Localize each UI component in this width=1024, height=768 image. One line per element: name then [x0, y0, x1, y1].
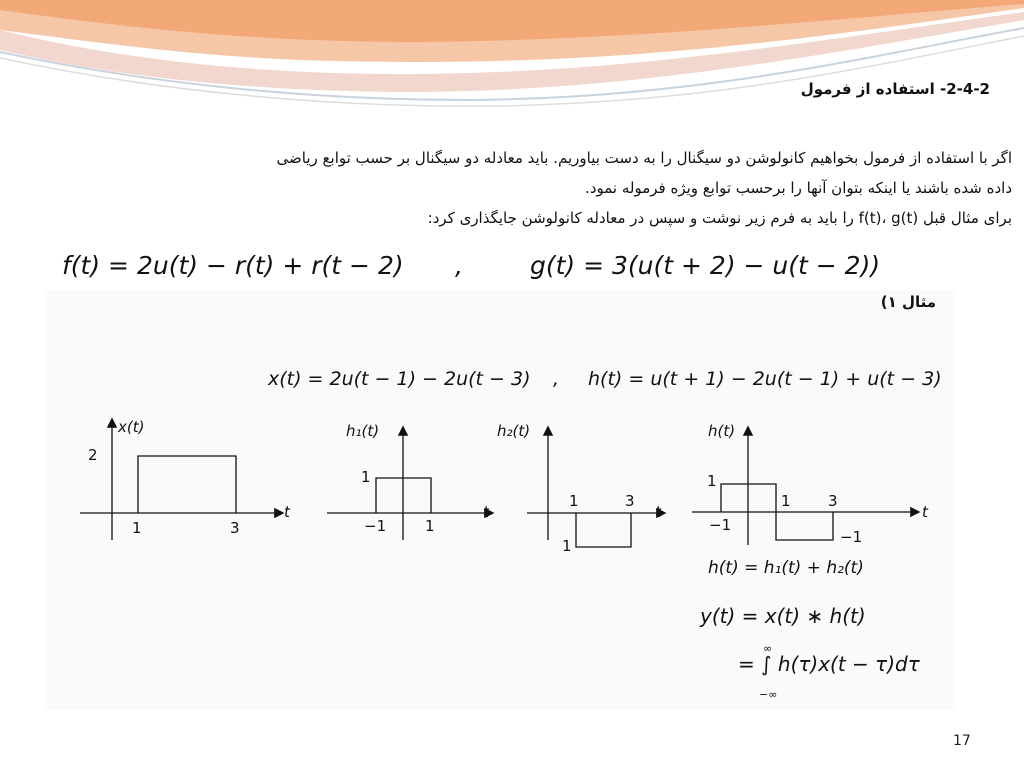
- paragraph-line-2: داده شده باشند یا اینکه بتوان آنها را برحسب توابع ویژه فرموله نمود.: [585, 179, 1012, 197]
- plot-h2-axis-t: t: [655, 503, 661, 521]
- plot-h-tick-3: 3: [828, 492, 838, 510]
- plot-h1-tick-1: 1: [425, 517, 435, 535]
- slide-number: 17: [953, 733, 971, 749]
- plot-h2-waveform: [576, 513, 631, 547]
- integral-lower-limit: −∞: [759, 688, 778, 701]
- equation-separator: ,: [455, 251, 463, 280]
- plot-h1-level-label: 1: [361, 468, 371, 486]
- plot-h-level-pos: 1: [707, 472, 717, 490]
- plot-h-ylabel: h(t): [708, 422, 736, 440]
- integral-upper-limit: ∞: [763, 642, 773, 655]
- equation-convolution-integral: = ∫ h(τ)x(t − τ)dτ: [738, 652, 920, 676]
- slide-title: 2-4-2- استفاده از فرمول: [800, 80, 990, 98]
- plot-x-tick-3: 3: [230, 519, 240, 537]
- plot-x-axis-t: t: [284, 503, 290, 521]
- equation-x: x(t) = 2u(t − 1) − 2u(t − 3): [268, 368, 531, 390]
- plot-h2-tick-3: 3: [625, 492, 635, 510]
- plot-x-ylabel: x(t): [118, 418, 145, 436]
- equation-h-sum: h(t) = h₁(t) + h₂(t): [708, 558, 864, 578]
- plot-x-tick-1: 1: [132, 519, 142, 537]
- paragraph-line-3: برای مثال قبل f(t)، g(t) را باید به فرم زیر نوشت و سپس در معادله کانولوشن جایگذاری کرد:: [427, 209, 1012, 227]
- equation-separator-2: ,: [553, 368, 560, 390]
- plot-x-waveform: [138, 456, 236, 513]
- plot-h-axis-t: t: [922, 503, 928, 521]
- plot-h-tick-1: 1: [781, 492, 791, 510]
- plot-h2-level-label: 1: [562, 537, 572, 555]
- example-label: مثال ۱): [880, 293, 936, 311]
- equation-f: f(t) = 2u(t) − r(t) + r(t − 2): [62, 251, 404, 280]
- plot-h1-axis-t: t: [483, 503, 489, 521]
- paragraph-line-1: اگر با استفاده از فرمول بخواهیم کانولوشن دو سیگنال را به دست بیاوریم. باید معادله دو سیگنال بر حسب توابع ریاضی: [276, 149, 1012, 167]
- equation-h: h(t) = u(t + 1) − 2u(t − 1) + u(t − 3): [588, 368, 942, 390]
- equation-y-convolution: y(t) = x(t) ∗ h(t): [700, 604, 866, 628]
- plot-h2-ylabel: h₂(t): [497, 422, 531, 440]
- plot-h2-tick-1: 1: [569, 492, 579, 510]
- plot-h-tick-neg1: −1: [709, 516, 732, 534]
- plot-h-level-neg: −1: [840, 528, 863, 546]
- plot-h1-ylabel: h₁(t): [346, 422, 380, 440]
- plot-x-level-label: 2: [88, 446, 98, 464]
- equation-g: g(t) = 3(u(t + 2) − u(t − 2)): [530, 251, 881, 280]
- plot-h1-tick-neg1: −1: [364, 517, 387, 535]
